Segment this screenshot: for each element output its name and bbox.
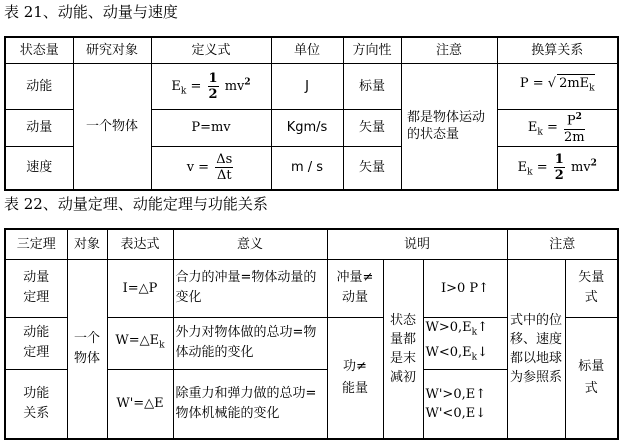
row-direction: 矢量 xyxy=(343,109,401,146)
ek-symbol: E xyxy=(527,120,538,135)
header-cell: 意义 xyxy=(173,229,327,259)
header-cell: 定义式 xyxy=(151,37,271,63)
ek-sub: k xyxy=(180,86,187,97)
row-unit: J xyxy=(271,63,343,109)
header-cell: 研究对象 xyxy=(73,37,151,63)
expr-sub: k xyxy=(159,340,165,351)
row-unit: m / s xyxy=(271,146,343,190)
ek-formula xyxy=(171,70,251,102)
table22 xyxy=(4,228,619,440)
w-rules xyxy=(423,317,507,369)
expr-text: W=△E xyxy=(115,332,160,348)
vector-text: 矢量式 xyxy=(578,270,605,305)
header-cell: 换算关系 xyxy=(497,37,618,63)
header-cell: 方向性 xyxy=(343,37,401,63)
half-fraction xyxy=(554,152,565,183)
state-note xyxy=(383,259,423,439)
row-name: 速度 xyxy=(5,146,73,190)
table21-header-row xyxy=(5,37,618,63)
row-unit: Kgm/s xyxy=(271,109,343,146)
frac-den: 2 xyxy=(554,168,564,184)
work-note-text: 功≠能量 xyxy=(341,358,368,396)
frac-num: 1 xyxy=(554,152,564,168)
p-symbol: P xyxy=(566,113,576,129)
p-conversion xyxy=(497,63,618,109)
ek-symbol: E xyxy=(171,78,181,94)
row-name-text: 功能关系 xyxy=(23,385,50,421)
meaning: 合力的冲量=物体动量的变化 xyxy=(173,259,327,317)
table-row xyxy=(5,259,618,317)
eq-sign: = xyxy=(536,160,548,176)
ek-definition xyxy=(151,63,271,109)
ek-sub: k xyxy=(527,167,533,178)
expr: W'=△E xyxy=(107,369,173,439)
table22-header-row xyxy=(5,229,618,259)
header-cell: 单位 xyxy=(271,37,343,63)
state-note-text: 状态量都是末减初 xyxy=(390,312,417,385)
row-name: 动量 xyxy=(5,109,73,146)
meaning: 外力对物体做的总功=物体动能的变化 xyxy=(173,317,327,369)
table21 xyxy=(4,36,619,191)
w-rule-1 xyxy=(426,318,505,343)
v-lhs: v = xyxy=(186,160,210,176)
frac-num: Δs xyxy=(216,152,233,168)
ek-symbol: E xyxy=(517,160,528,176)
row-name xyxy=(5,369,67,439)
mv-text: mv xyxy=(570,160,591,176)
wp-rule-2: W'<0,E↓ xyxy=(425,405,487,421)
p-conv-lhs: P = xyxy=(519,76,544,92)
expr: I=△P xyxy=(107,259,173,317)
note-text: 都是物体运动的状态量 xyxy=(407,110,486,143)
p-conv-formula: P = √ $2mE_k$ xyxy=(520,76,595,91)
frac-num xyxy=(564,110,585,129)
table22-caption: 表 22、动量定理、动能定理与功能关系 xyxy=(4,195,268,213)
impulse-note xyxy=(327,259,383,317)
wp-rule-1: W'>0,E↑ xyxy=(425,386,487,402)
header-cell: 说明 xyxy=(327,229,507,259)
radicand-sub: k xyxy=(589,83,595,94)
meaning: 除重力和弹力做的总功=物体机械能的变化 xyxy=(173,369,327,439)
v-fraction xyxy=(215,152,233,183)
header-cell: 注意 xyxy=(507,229,618,259)
attention xyxy=(507,259,565,439)
frac-den: 2 xyxy=(208,86,218,102)
impulse-note-text: 冲量≠动量 xyxy=(336,270,374,305)
frac-num: 1 xyxy=(208,70,218,86)
w-rule-2 xyxy=(426,343,505,368)
header-cell: 状态量 xyxy=(5,37,73,63)
header-cell: 三定理 xyxy=(5,229,67,259)
note xyxy=(401,63,497,190)
ek-conversion-2 xyxy=(497,146,618,190)
square-exp: 2 xyxy=(575,112,582,123)
p-definition: P=mv xyxy=(151,109,271,146)
row-name xyxy=(5,317,67,369)
arrow-up-icon: ↑ xyxy=(477,320,489,336)
w-rule-text: W>0,E xyxy=(425,320,472,336)
row-name xyxy=(5,259,67,317)
table-row xyxy=(5,63,618,109)
v-definition xyxy=(151,146,271,190)
object-text: 一个物体 xyxy=(73,330,100,366)
attention-text: 式中的位移、速度都以地球为参照系 xyxy=(510,312,563,385)
table21-caption: 表 21、动能、动量与速度 xyxy=(4,3,178,21)
ek-conv-formula xyxy=(527,112,587,145)
square-exp: 2 xyxy=(590,158,597,169)
row-name-text: 动量定理 xyxy=(23,270,50,305)
ek-half-formula xyxy=(517,152,597,184)
w-rule-sub: k xyxy=(471,352,478,363)
p-rule: I>0 P↑ xyxy=(423,259,507,317)
ek-conversion xyxy=(497,109,618,146)
scalar xyxy=(565,317,618,439)
eq-sign: = xyxy=(546,120,558,135)
mv-text: mv xyxy=(224,78,245,94)
eq-sign: = xyxy=(190,78,202,94)
w-rule-text: W<0,E xyxy=(425,345,472,360)
ek-sub: k xyxy=(537,127,543,138)
radicand-text: 2mE xyxy=(559,76,590,92)
half-fraction xyxy=(208,71,219,102)
research-object-text: 一个物体 xyxy=(86,118,139,134)
sqrt-radicand xyxy=(557,74,595,98)
research-object xyxy=(73,63,151,190)
ek-conv-fraction xyxy=(564,110,585,144)
header-cell: 对象 xyxy=(67,229,107,259)
wp-rules xyxy=(423,369,507,439)
object xyxy=(67,259,107,439)
work-note xyxy=(327,317,383,439)
frac-den: Δt xyxy=(216,168,232,184)
row-direction: 标量 xyxy=(343,63,401,109)
expr xyxy=(107,317,173,369)
row-name: 动能 xyxy=(5,63,73,109)
w-rule-sub: k xyxy=(471,328,478,338)
frac-den: 2m xyxy=(564,129,585,145)
square-exp: 2 xyxy=(244,77,251,88)
vector xyxy=(565,259,618,317)
row-name-text: 动能定理 xyxy=(23,325,50,360)
row-direction: 矢量 xyxy=(343,146,401,190)
header-cell: 注意 xyxy=(401,37,497,63)
scalar-text: 标量式 xyxy=(578,358,605,396)
header-cell: 表达式 xyxy=(107,229,173,259)
arrow-down-icon: ↓ xyxy=(477,345,489,360)
